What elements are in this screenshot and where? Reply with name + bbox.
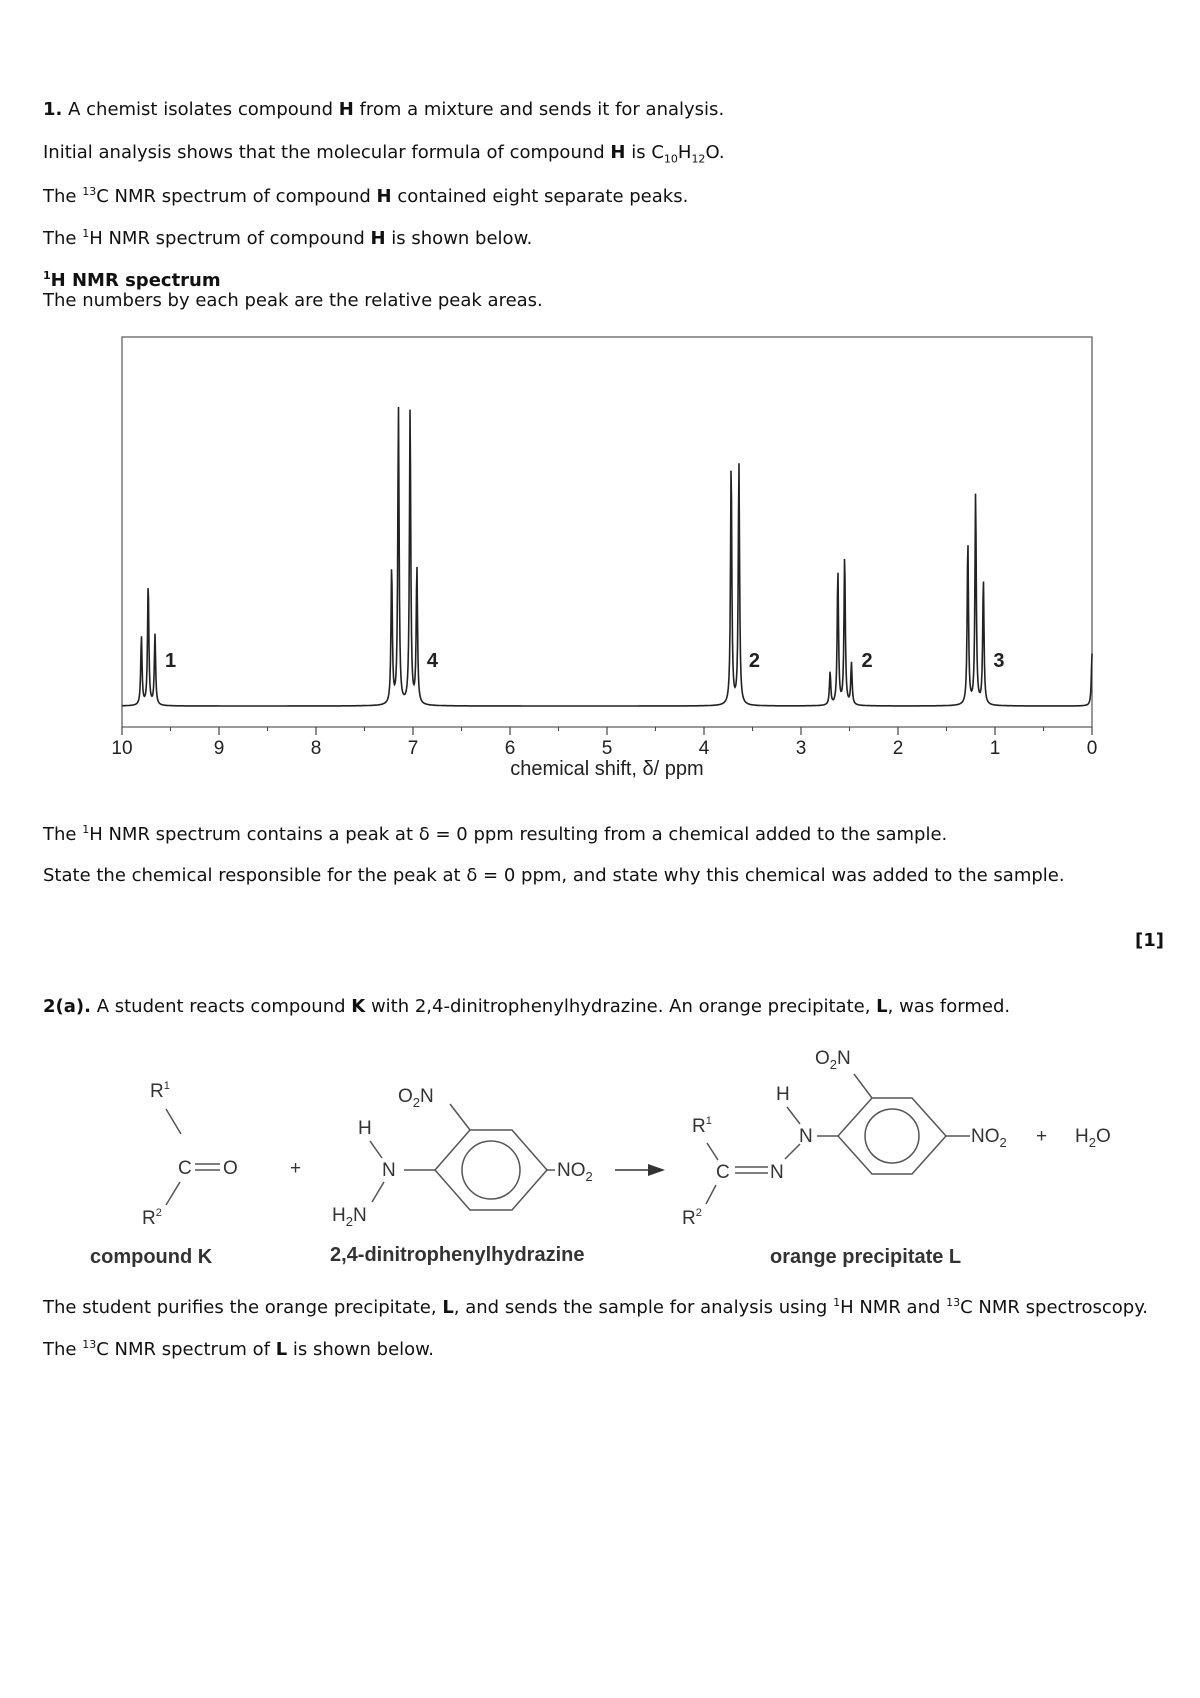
formula-text-a: Initial analysis shows that the molecular formula of compound (43, 142, 611, 163)
q2-c13-text-a: The (43, 1339, 83, 1360)
spectrum-line (122, 407, 1092, 706)
question-number: 2(a). (43, 996, 91, 1017)
x-tick-label: 4 (698, 738, 710, 759)
plot-frame (122, 337, 1092, 727)
sup-1: 1 (833, 1296, 841, 1309)
r2-label: $R^2$ (142, 1207, 162, 1229)
h1-text-b: H NMR spectrum of compound (89, 228, 371, 249)
peak-area-labels (165, 650, 1005, 672)
marks-allocation: [1] (1135, 930, 1164, 951)
q2-purify (43, 1296, 1148, 1318)
x-tick-label: 10 (111, 738, 133, 759)
product-o2n: $O_2N$ (815, 1048, 851, 1072)
r1-label: $R^1$ (150, 1080, 170, 1102)
compound-h: H (370, 228, 386, 249)
product-n1: N (770, 1162, 784, 1183)
sup-13: 13 (946, 1296, 961, 1309)
formula-o: O. (705, 142, 725, 163)
formula-sub-h: 12 (691, 152, 706, 166)
purify-text-c: H NMR and (840, 1297, 947, 1318)
tms-text-a: The (43, 824, 83, 845)
x-tick-label: 3 (795, 738, 807, 759)
q2-c13-text-c: is shown below. (287, 1339, 434, 1360)
reaction-scheme (0, 1030, 1200, 1270)
x-tick-label: 2 (892, 738, 904, 759)
x-tick-label: 5 (601, 738, 613, 759)
label-product-l: orange precipitate L (770, 1246, 962, 1268)
water: $H_2O$ (1075, 1126, 1111, 1150)
compound-l: L (442, 1297, 454, 1318)
peak-area-label: 1 (164, 650, 177, 672)
spectrum-heading-sup: 1 (43, 269, 51, 282)
x-tick-label: 8 (310, 738, 322, 759)
q2-intro-text-b: with 2,4-dinitrophenylhydrazine. An orange precipitate, (365, 996, 877, 1017)
peak-area-label: 4 (426, 650, 439, 672)
compound-l: L (275, 1339, 288, 1360)
plus-sign-2: + (1036, 1126, 1048, 1147)
peak-area-label: 3 (993, 650, 1005, 672)
spectrum-heading-text: H NMR spectrum (50, 270, 221, 291)
tms-statement (43, 823, 947, 845)
c13-text-c: contained eight separate peaks. (391, 186, 689, 207)
q1-intro-text-b: from a mixture and sends it for analysis. (353, 99, 725, 120)
spectrum-trace (122, 407, 1092, 706)
dnph-no2: $NO_2$ (557, 1160, 593, 1184)
q2-intro (43, 996, 1010, 1017)
compound-h: H (338, 99, 354, 120)
compound-l: L (876, 996, 888, 1017)
carbonyl-c: C (178, 1158, 192, 1179)
h1-text-c: is shown below. (385, 228, 533, 249)
spectrum-note: The numbers by each peak are the relative peak areas. (43, 290, 543, 311)
sup-1: 1 (82, 227, 90, 240)
purify-text-d: C NMR spectroscopy. (960, 1297, 1149, 1318)
tms-question: State the chemical responsible for the peak at δ = 0 ppm, and state why this chemical was added to the sample. (43, 865, 1065, 886)
purify-text-a: The student purifies the orange precipitate, (43, 1297, 443, 1318)
dnph-h2n: $H_2N$ (332, 1205, 367, 1229)
x-tick-label: 0 (1086, 738, 1098, 759)
tms-text-b: H NMR spectrum contains a peak at δ = 0 ppm resulting from a chemical added to the sample. (89, 824, 948, 845)
compound-k: K (351, 996, 366, 1017)
product-n2: N (799, 1126, 813, 1147)
q2-c13 (43, 1338, 434, 1360)
formula-text-b: is C (625, 142, 664, 163)
x-axis-label: chemical shift, δ/ ppm (510, 758, 704, 780)
dnph-o2n: $O_2N$ (398, 1086, 434, 1110)
label-dnph: 2,4-dinitrophenylhydrazine (330, 1244, 585, 1266)
question-number: 1. (43, 99, 63, 120)
q1-intro-text-a: A chemist isolates compound (68, 99, 339, 120)
sup-1: 1 (82, 823, 90, 836)
x-tick-label: 6 (504, 738, 516, 759)
product-h: H (776, 1084, 790, 1105)
carbonyl-o: O (223, 1158, 238, 1179)
label-compound-k: compound K (90, 1246, 213, 1268)
plus-sign: + (290, 1158, 302, 1179)
nmr-spectrum-chart (0, 0, 1200, 800)
product-r1: $R^1$ (692, 1115, 712, 1137)
formula-h: H (677, 142, 692, 163)
c13-text-b: C NMR spectrum of compound (96, 186, 377, 207)
product-no2: $NO_2$ (971, 1126, 1007, 1150)
compound-h: H (610, 142, 626, 163)
sup-13: 13 (82, 1338, 97, 1351)
peak-area-label: 2 (861, 650, 873, 672)
q2-intro-text-c: , was formed. (887, 996, 1011, 1017)
sup-13: 13 (82, 185, 97, 198)
peak-area-label: 2 (748, 650, 761, 672)
c13-text-a: The (43, 186, 83, 207)
x-tick-label: 1 (989, 738, 1001, 759)
compound-h: H (376, 186, 392, 207)
product-c: C (716, 1162, 730, 1183)
purify-text-b: , and sends the sample for analysis using (453, 1297, 834, 1318)
formula-sub-c: 10 (663, 152, 678, 166)
dnph-n: N (382, 1160, 396, 1181)
q2-intro-text-a: A student reacts compound (90, 996, 352, 1017)
x-tick-label: 7 (407, 738, 419, 759)
q2-c13-text-b: C NMR spectrum of (96, 1339, 276, 1360)
x-axis-ticks (111, 727, 1097, 759)
x-tick-label: 9 (213, 738, 225, 759)
h1-text-a: The (43, 228, 83, 249)
dnph-h: H (358, 1118, 372, 1139)
product-r2: $R^2$ (682, 1207, 702, 1229)
